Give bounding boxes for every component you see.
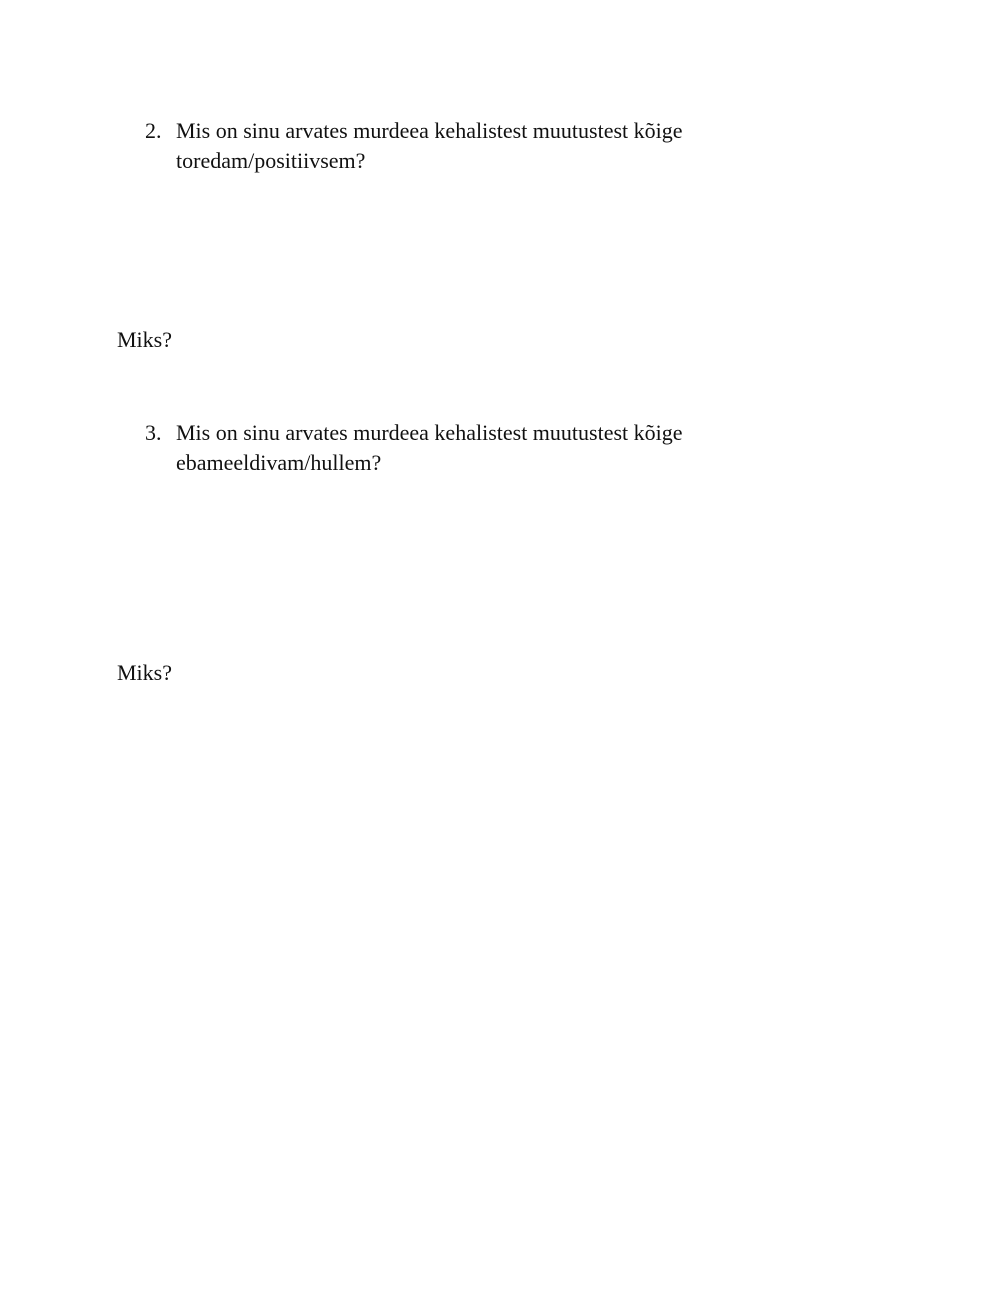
- followup-question-2: Miks?: [117, 327, 172, 352]
- question-3: [145, 418, 765, 478]
- question-text: Mis on sinu arvates murdeea kehalistest muutustest kõige toredam/positiivsem?: [176, 118, 683, 173]
- question-text: Mis on sinu arvates murdeea kehalistest muutustest kõige ebameeldivam/hullem?: [176, 420, 683, 475]
- question-2: [145, 116, 765, 176]
- followup-question-3: Miks?: [117, 660, 172, 685]
- question-number: 2.: [145, 118, 162, 143]
- question-number: 3.: [145, 420, 162, 445]
